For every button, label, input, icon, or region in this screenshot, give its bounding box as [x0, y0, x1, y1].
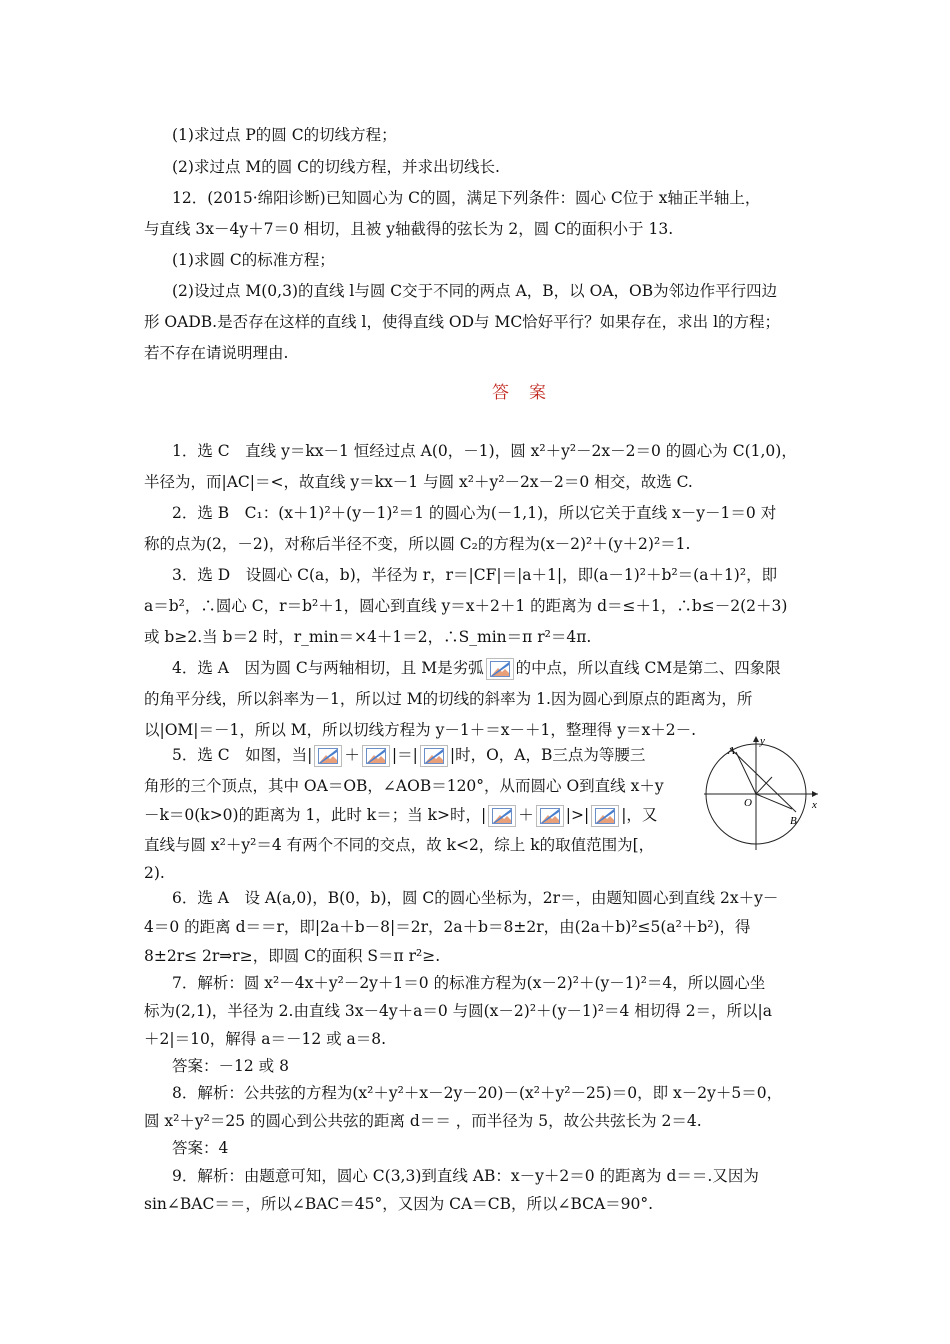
- answer-5-line-2: 角形的三个顶点，其中 OA＝OB，∠AOB＝120°，从而圆心 O到直线 x＋y: [144, 777, 664, 795]
- radius-ob: [756, 794, 792, 809]
- answer-5-text-c: －k＝0(k>0)的距离为 1，此时 k＝；当 k>时，|: [144, 806, 487, 824]
- broken-image-icon: [488, 805, 516, 827]
- problem-11-part-1: (1)求过点 P的圆 C的切线方程；: [172, 126, 397, 144]
- circle-figure-svg: [700, 732, 824, 852]
- answer-7-line-2: 标为(2,1)，半径为 2.由直线 3x－4y＋a＝0 与圆(x－2)²＋(y－1)²＝4 相切得 2＝，所以|a: [144, 1002, 773, 1020]
- problem-12-part-1: (1)求圆 C的标准方程；: [172, 251, 335, 269]
- problem-12-part-2-line-2: 形 OADB.是否存在这样的直线 l，使得直线 OD与 MC恰好平行？如果存在，求出 l的方程；: [144, 313, 781, 331]
- answer-9-line-1: 9．解析：由题意可知，圆心 C(3,3)到直线 AB：x－y＋2＝0 的距离为 d＝＝.又因为: [172, 1167, 759, 1185]
- answer-3-line-2: a＝b²，∴圆心 C，r＝b²＋1，圆心到直线 y＝x＋2＋1 的距离为 d＝≤＋1，∴b≤－2(2＋3): [144, 597, 788, 615]
- answer-1-line-1: 1．选 C 直线 y＝kx－1 恒经过点 A(0，－1)，圆 x²＋y²－2x－2＝0 的圆心为 C(1,0)，: [172, 442, 797, 460]
- answer-4-text-b: 的中点，所以直线 CM是第二、四象限: [515, 659, 781, 677]
- answer-2-line-1: 2．选 B C₁：(x＋1)²＋(y－1)²＝1 的圆心为(－1,1)，所以它关于直线 x－y－1＝0 对: [172, 504, 777, 522]
- broken-image-icon: [362, 745, 390, 767]
- point-a-label: A: [728, 745, 735, 757]
- answer-6-line-3: 8±2r≤ 2r⇒r≥，即圆 C的面积 S＝π r²≥.: [144, 947, 441, 965]
- answer-8-result: 答案：4: [172, 1139, 229, 1157]
- answer-5-text-d: |，又: [621, 806, 658, 824]
- plus-sign: ＋: [518, 806, 534, 824]
- answer-5-line-1: [172, 744, 645, 767]
- plus-sign: ＋: [344, 746, 360, 764]
- broken-image-icon: [536, 805, 564, 827]
- answer-7-line-1: 7．解析：圆 x²－4x＋y²－2y＋1＝0 的标准方程为(x－2)²＋(y－1)²＝4，所以圆心坐: [172, 974, 766, 992]
- answer-5-line-3: [144, 804, 657, 827]
- broken-image-icon: [314, 745, 342, 767]
- abs-greater: |>|: [565, 806, 590, 824]
- x-axis-arrow-icon: [812, 791, 818, 797]
- y-axis-label: y: [760, 735, 765, 747]
- abs-equals: |＝|: [391, 746, 418, 764]
- answer-8-line-1: 8．解析：公共弦的方程为(x²＋y²＋x－2y－20)－(x²＋y²－25)＝0，即 x－2y＋5＝0，: [172, 1084, 783, 1102]
- answer-4-text-a: 4．选 A 因为圆 C与两轴相切，且 M是劣弧: [172, 659, 484, 677]
- origin-label: O: [744, 797, 752, 809]
- answer-3-line-3: 或 b≥2.当 b＝2 时，r_min＝×4＋1＝2，∴S_min＝π r²＝4π.: [144, 628, 592, 646]
- answer-5-line-4: 直线与圆 x²＋y²＝4 有两个不同的交点，故 k<2，综上 k的取值范围为[，: [144, 836, 655, 854]
- x-axis-label: x: [812, 799, 817, 811]
- answer-4-line-2: 的角平分线，所以斜率为－1，所以过 M的切线的斜率为 1.因为圆心到原点的距离为，所: [144, 690, 753, 708]
- answer-3-line-1: 3．选 D 设圆心 C(a，b)，半径为 r，r＝|CF|＝|a＋1|，即(a－1)²＋b²＝(a＋1)²，即: [172, 566, 778, 584]
- broken-image-icon: [486, 658, 514, 680]
- answer-8-line-2: 圆 x²＋y²＝25 的圆心到公共弦的距离 d＝＝ ，而半径为 5，故公共弦长为 2＝4.: [144, 1112, 702, 1130]
- broken-image-icon: [591, 805, 619, 827]
- problem-12-stem-line-1: 12．(2015·绵阳诊断)已知圆心为 C的圆，满足下列条件：圆心 C位于 x轴正半轴上，: [172, 189, 761, 207]
- line-ab: [730, 748, 796, 812]
- answer-9-line-2: sin∠BAC＝＝，所以∠BAC＝45°，又因为 CA＝CB，所以∠BCA＝90°.: [144, 1195, 654, 1213]
- answer-1-line-2: 半径为，而|AC|＝<，故直线 y＝kx－1 与圆 x²＋y²－2x－2＝0 相交，故选 C.: [144, 473, 693, 491]
- perpendicular: [756, 777, 772, 794]
- answer-2-line-2: 称的点为(2，－2)，对称后半径不变，所以圆 C₂的方程为(x－2)²＋(y＋2)²＝1.: [144, 535, 691, 553]
- answer-4-line-1: [172, 657, 781, 680]
- problem-12-part-2-line-3: 若不存在请说明理由.: [144, 344, 289, 362]
- answer-7-result: 答案：－12 或 8: [172, 1057, 289, 1075]
- answer-5-text-b: |时，O，A，B三点为等腰三: [449, 746, 646, 764]
- answer-4-line-3: 以|OM|＝－1，所以 M，所以切线方程为 y－1＋＝x－＋1，整理得 y＝x＋2－.: [144, 721, 697, 739]
- problem-12-part-2-line-1: (2)设过点 M(0,3)的直线 l与圆 C交于不同的两点 A，B，以 OA，OB为邻边作平行四边: [172, 282, 778, 300]
- circle-figure: [700, 732, 824, 852]
- radius-oa: [736, 752, 756, 794]
- answer-6-line-2: 4＝0 的距离 d＝＝r，即|2a＋b－8|＝2r，2a＋b＝8±2r，由(2a＋b)²≤5(a²＋b²)，得: [144, 918, 751, 936]
- answer-5-line-5: 2).: [144, 864, 165, 882]
- point-b-label: B: [790, 815, 797, 827]
- answer-5-text-a: 5．选 C 如图，当|: [172, 746, 313, 764]
- answers-heading: 答案: [492, 383, 566, 403]
- answer-6-line-1: 6．选 A 设 A(a,0)，B(0，b)，圆 C的圆心坐标为，2r＝，由题知圆心到直线 2x＋y－: [172, 889, 779, 907]
- y-axis-arrow-icon: [753, 736, 759, 742]
- problem-11-part-2: (2)求过点 M的圆 C的切线方程，并求出切线长.: [172, 158, 500, 176]
- broken-image-icon: [420, 745, 448, 767]
- answer-7-line-3: ＋2|＝10，解得 a＝－12 或 a＝8.: [144, 1030, 387, 1048]
- problem-12-stem-line-2: 与直线 3x－4y＋7＝0 相切，且被 y轴截得的弦长为 2，圆 C的面积小于 13.: [144, 220, 674, 238]
